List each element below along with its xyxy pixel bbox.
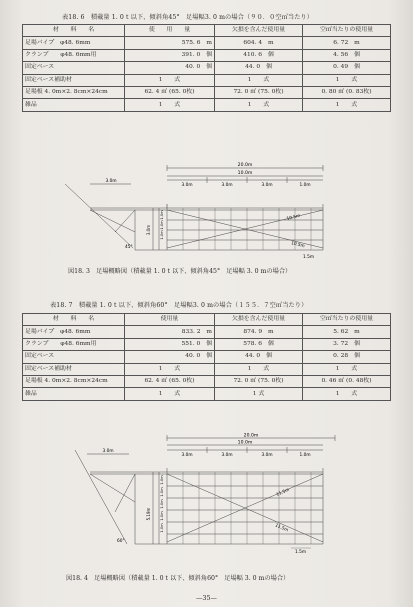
dim-height-label: 1.0m (160, 475, 164, 485)
table1-caption: 表18. 6 積載量 1. 0 t 以下、傾斜角45° 足場幅3. 0 mの場合（９０．０空㎥当たり） (62, 14, 314, 21)
dim-left-label: 3.0m (102, 449, 114, 454)
dim-bay-label: 1.0m (299, 453, 311, 458)
table-cell: 1 式 (303, 74, 391, 86)
diag-label: 10.5m (290, 241, 306, 250)
table-cell: 足場パイプ φ48. 6mm (23, 326, 125, 338)
table-cell: 5. 62 m (303, 326, 391, 338)
table-cell: 44. 0 個 (215, 351, 303, 363)
dim-height-label: 5.19m (146, 507, 151, 521)
table-cell: 足場パイプ φ48. 6mm (23, 37, 125, 49)
table-cell: 575. 6 m (125, 37, 215, 49)
table-cell: 410. 6 個 (215, 49, 303, 61)
table-cell: 固定ベース (23, 351, 125, 363)
table-header-cell: 使用量 (125, 314, 215, 326)
table-cell: 6. 72 m (303, 37, 391, 49)
table2-caption: 表18. 7 積載量 1. 0 t 以下、傾斜角60° 足場幅3. 0 mの場合（１５５．７空㎥当たり） (50, 302, 308, 309)
angle-label: 60° (117, 539, 125, 544)
angle-label: 45° (125, 245, 133, 250)
dim-height-label: 1.0m (160, 499, 164, 509)
dim-height-label: 1.0m (160, 487, 164, 497)
table-cell: 1 式 (125, 99, 215, 111)
table-row (23, 74, 391, 86)
table-cell: 72. 0 ㎡ (75. 0枚) (215, 375, 303, 387)
table-cell: 0. 28 個 (303, 351, 391, 363)
table-cell: 833. 2 m (125, 326, 215, 338)
table-header-cell: 空㎥当たりの使用量 (303, 25, 391, 37)
table-cell: 1 式 (215, 363, 303, 375)
dim-bottom-label: 1.5m (295, 550, 307, 554)
diag-label: 11.5m (275, 487, 291, 498)
dim-bay-label: 3.0m (181, 453, 193, 458)
table-cell: 足場板 4. 0m×2. 8cm×24cm (23, 375, 125, 387)
table-cell: 551. 0 個 (125, 338, 215, 350)
table-cell: 1 式 (303, 99, 391, 111)
dim-bottom-label: 1.5m (303, 255, 315, 260)
table-cell: 4. 56 個 (303, 49, 391, 61)
table-row (23, 375, 391, 387)
table-row (23, 338, 391, 350)
dim-bay-label: 3.0m (181, 183, 193, 188)
table-header-cell: 空㎥当たりの使用量 (303, 314, 391, 326)
table-header-row (23, 314, 391, 326)
table2 (22, 313, 391, 401)
dim-height-label: 1.0m (160, 511, 164, 521)
table-cell: 72. 0 ㎡ (75. 0枚) (215, 86, 303, 98)
diag-label: 11.5m (274, 523, 289, 534)
table-cell: クランプ φ48. 6mm用 (23, 49, 125, 61)
dim-height-label: 1.0m (160, 523, 164, 533)
table-cell: 578. 6 個 (215, 338, 303, 350)
table-row (23, 99, 391, 111)
scaffold-diagram-60 (55, 432, 375, 554)
dim-span-label: 10.0m (237, 171, 253, 176)
figure1-caption: 図18. 3 足場概略図（積載量 1. 0 t 以下、傾斜角45° 足場幅 3. 0 mの場合） (68, 268, 292, 275)
table-cell: 1 式 (215, 388, 303, 400)
table-cell: 1 式 (215, 74, 303, 86)
table-header-cell: 使 用 量 (125, 25, 215, 37)
dim-height-label: 1.0m (160, 230, 164, 240)
table-cell: クランプ φ48. 6mm用 (23, 338, 125, 350)
table-row (23, 86, 391, 98)
dim-bay-label: 3.0m (261, 183, 273, 188)
table-header-cell: 材 料 名 (23, 314, 125, 326)
figure2-caption: 図18. 4 足場概略図（積載量 1. 0 t 以下、傾斜角60° 足場幅 3. 0 mの場合） (66, 575, 290, 582)
table-cell: 0. 80 ㎡ (0. 83枚) (303, 86, 391, 98)
table-cell: 391. 0 個 (125, 49, 215, 61)
table-cell: 40. 0 個 (125, 351, 215, 363)
table-cell: 足場板 4. 0m×2. 8cm×24cm (23, 86, 125, 98)
dim-span-label: 10.0m (237, 440, 253, 446)
table-cell: 604. 4 m (215, 37, 303, 49)
table-cell: 874. 9 m (215, 326, 303, 338)
table1 (22, 24, 391, 112)
dim-height-label: 1.0m (160, 220, 164, 230)
table-cell: 62. 4 ㎡ (65. 0枚) (125, 86, 215, 98)
table-row (23, 62, 391, 74)
table-cell: 62. 4 ㎡ (65. 0枚) (125, 375, 215, 387)
table-cell: 固定ベース (23, 62, 125, 74)
table-cell: 3. 72 個 (303, 338, 391, 350)
dim-bay-label: 3.0m (261, 453, 273, 458)
table-cell: 雑品 (23, 388, 125, 400)
dim-bay-label: 1.0m (299, 183, 311, 188)
table-cell: 0. 46 ㎡ (0. 48枚) (303, 375, 391, 387)
table-cell: 1 式 (215, 99, 303, 111)
table-row (23, 49, 391, 61)
table-cell: 1 式 (125, 74, 215, 86)
dim-height-label: 1.0m (160, 210, 164, 220)
page-number: —35— (196, 594, 217, 602)
table-cell: 40. 0 個 (125, 62, 215, 74)
table-cell: 0. 49 個 (303, 62, 391, 74)
table-cell: 1 式 (303, 363, 391, 375)
table-row (23, 363, 391, 375)
table-cell: 雑品 (23, 99, 125, 111)
table-row (23, 37, 391, 49)
table-cell: 1 式 (303, 388, 391, 400)
dim-bay-label: 3.0m (221, 183, 233, 188)
table-row (23, 388, 391, 400)
table-cell: 1 式 (125, 363, 215, 375)
diag-label: 10.5m (286, 213, 301, 222)
table-row (23, 351, 391, 363)
table-cell: 44. 0 個 (215, 62, 303, 74)
dim-bay-label: 3.0m (221, 453, 233, 458)
table-cell: 1 式 (125, 388, 215, 400)
table-cell: 固定ベース補助材 (23, 74, 125, 86)
dim-overall-label: 20.0m (243, 433, 259, 439)
table-header-cell: 材 料 名 (23, 25, 125, 37)
dim-height-label: 3.0m (146, 224, 151, 236)
dim-left-label: 3.0m (105, 179, 117, 184)
scaffold-diagram-45 (55, 160, 375, 260)
dim-overall-label: 20.0m (237, 163, 253, 168)
table-header-cell: 欠損を含んだ使用量 (215, 314, 303, 326)
table-row (23, 326, 391, 338)
table-header-cell: 欠損を含んだ使用量 (215, 25, 303, 37)
table-header-row (23, 25, 391, 37)
table-cell: 固定ベース補助材 (23, 363, 125, 375)
